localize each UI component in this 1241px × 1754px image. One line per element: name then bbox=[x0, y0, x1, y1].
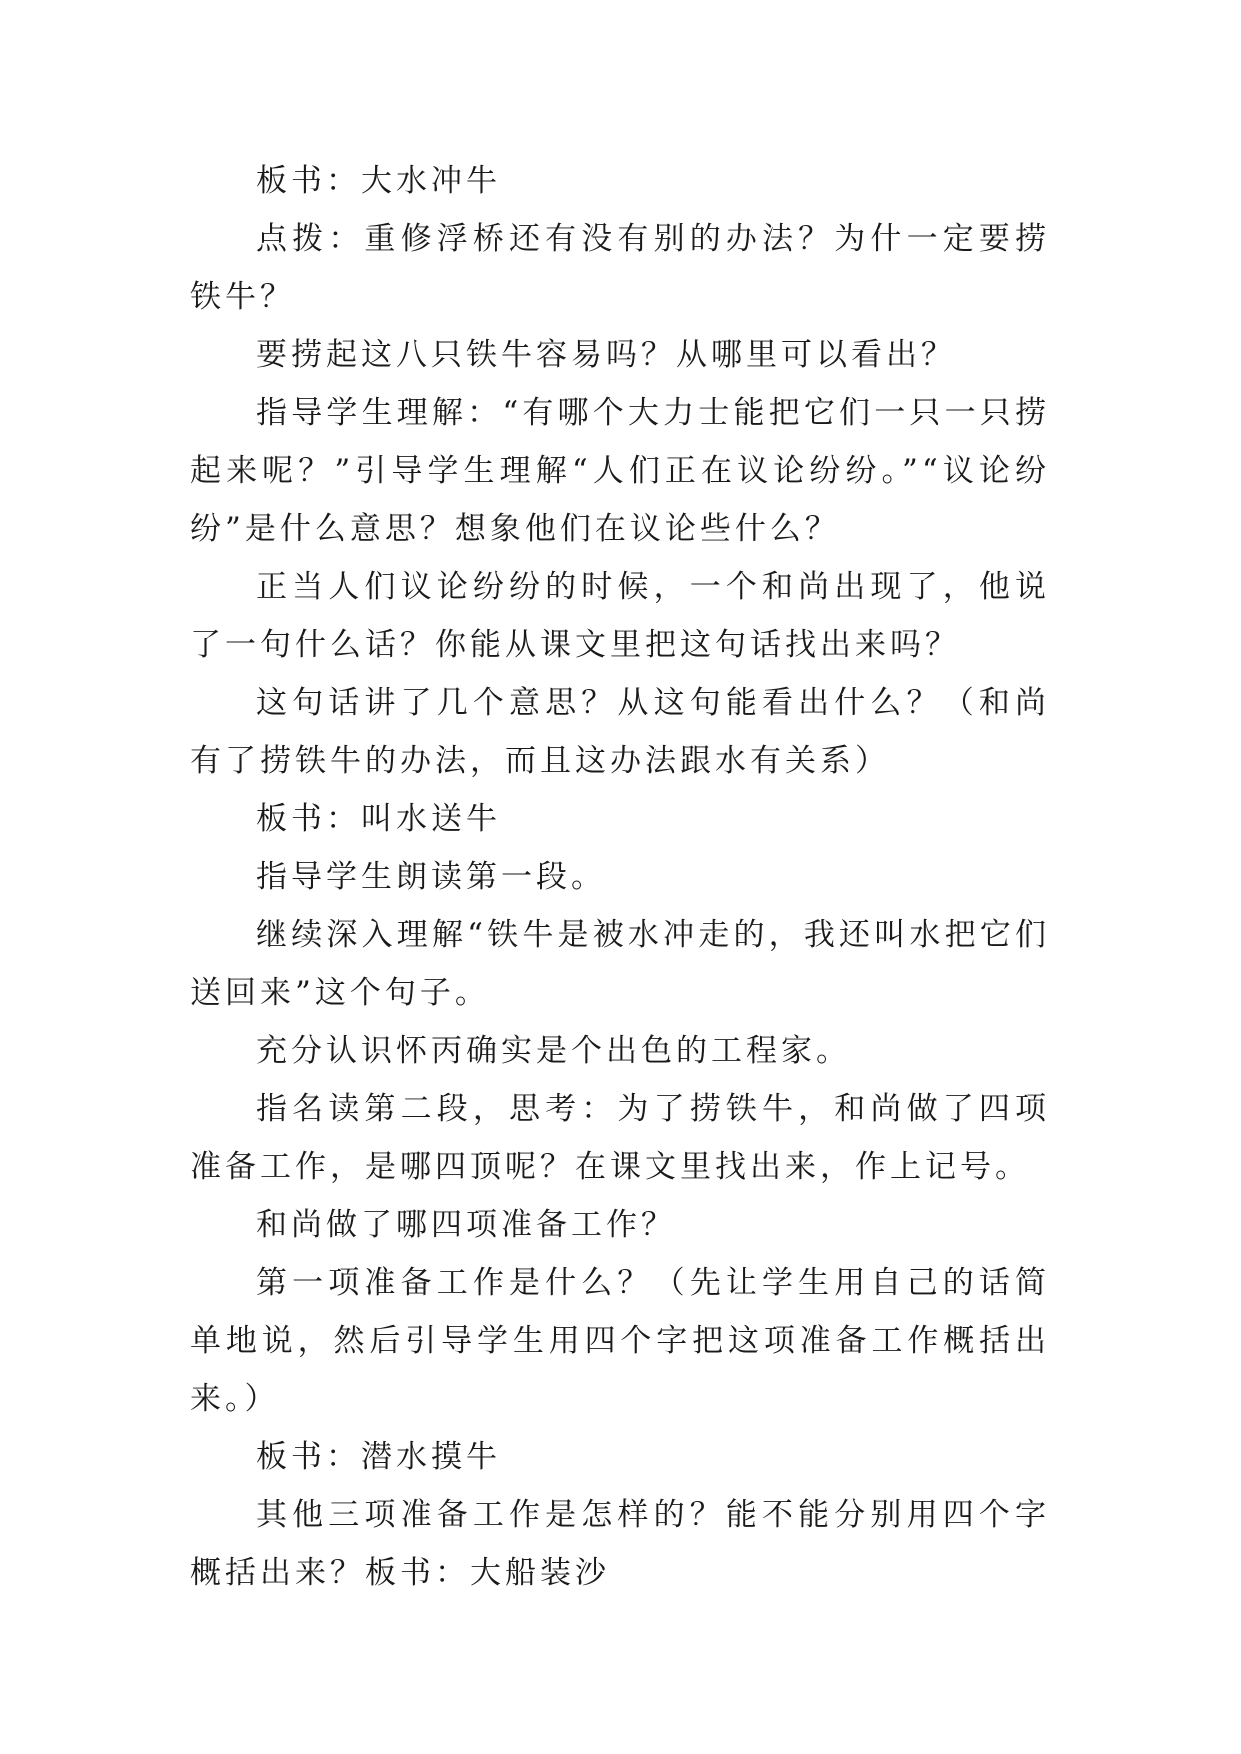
paragraph: 其他三项准备工作是怎样的？能不能分别用四个字概括出来？板书：大船装沙 bbox=[190, 1497, 1050, 1591]
paragraph: 继续深入理解“铁牛是被水冲走的，我还叫水把它们送回来”这个句子。 bbox=[190, 917, 1050, 1011]
paragraph: 充分认识怀丙确实是个出色的工程家。 bbox=[256, 1033, 851, 1069]
paragraph: 指导学生朗读第一段。 bbox=[256, 859, 606, 895]
paragraph: 板书：潜水摸牛 bbox=[256, 1439, 501, 1475]
paragraph: 要捞起这八只铁牛容易吗？从哪里可以看出？ bbox=[256, 337, 956, 373]
paragraph: 正当人们议论纷纷的时候，一个和尚出现了，他说了一句什么话？你能从课文里把这句话找出来吗？ bbox=[190, 569, 1050, 663]
paragraph: 板书：叫水送牛 bbox=[256, 801, 501, 837]
paragraph: 第一项准备工作是什么？（先让学生用自己的话简单地说，然后引导学生用四个字把这项准备工作概括出来。） bbox=[190, 1265, 1050, 1417]
paragraph: 指导学生理解：“有哪个大力士能把它们一只一只捞起来呢？”引导学生理解“人们正在议论纷纷。”“议论纷纷”是什么意思？想象他们在议论些什么？ bbox=[190, 395, 1050, 547]
document-body bbox=[190, 152, 1050, 1602]
paragraph: 板书：大水冲牛 bbox=[256, 163, 501, 199]
paragraph: 指名读第二段，思考：为了捞铁牛，和尚做了四项准备工作，是哪四顶呢？在课文里找出来，作上记号。 bbox=[190, 1091, 1050, 1185]
paragraph: 和尚做了哪四项准备工作？ bbox=[256, 1207, 676, 1243]
paragraph: 点拨：重修浮桥还有没有别的办法？为什一定要捞铁牛？ bbox=[190, 221, 1050, 315]
paragraph: 这句话讲了几个意思？从这句能看出什么？（和尚有了捞铁牛的办法，而且这办法跟水有关系） bbox=[190, 685, 1050, 779]
